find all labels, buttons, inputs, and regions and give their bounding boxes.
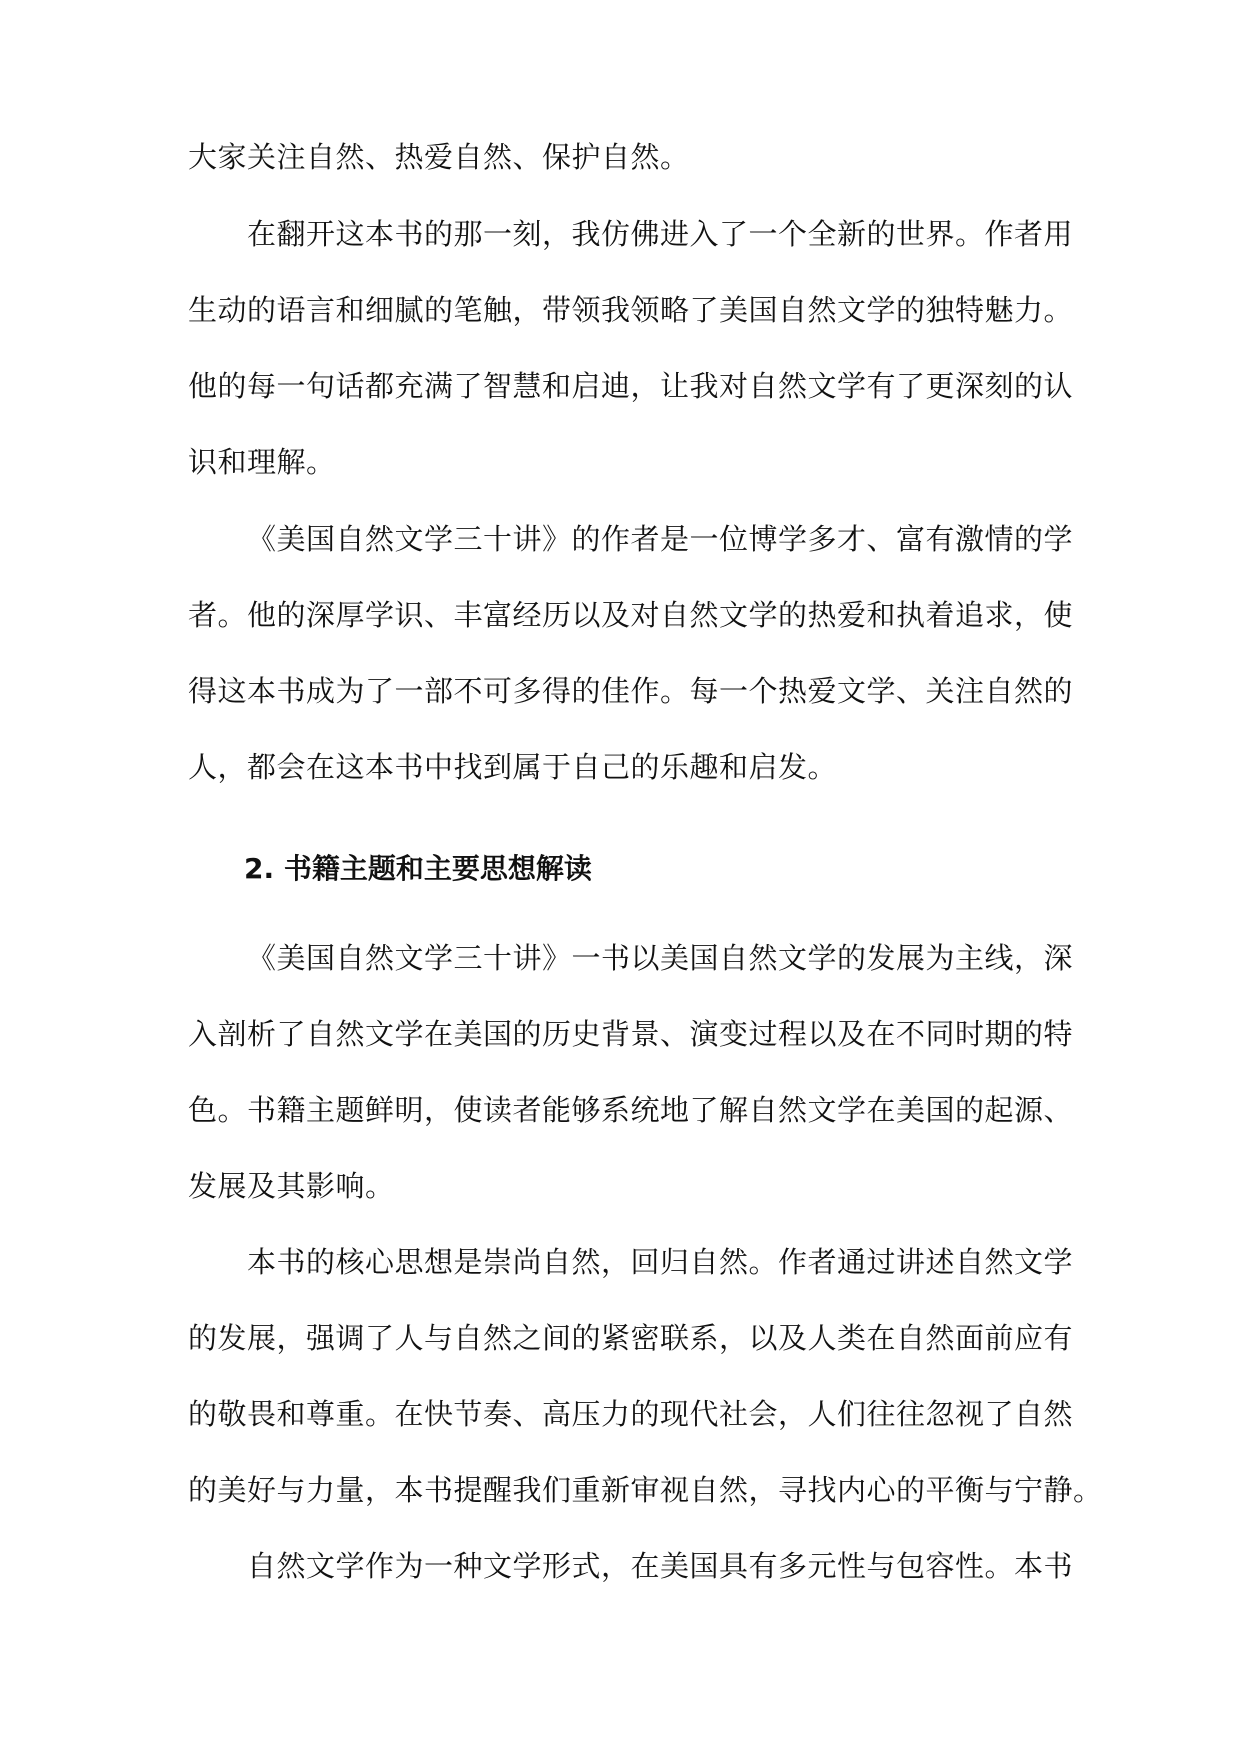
text-line: 在翻开这本书的那一刻，我仿佛进入了一个全新的世界。作者用 — [247, 217, 1074, 251]
text-line: 人，都会在这本书中找到属于自己的乐趣和启发。 — [188, 750, 838, 784]
text-line: 的美好与力量，本书提醒我们重新审视自然，寻找内心的平衡与宁静。 — [188, 1473, 1103, 1507]
text-line: 本书的核心思想是崇尚自然，回归自然。作者通过讲述自然文学 — [247, 1245, 1074, 1279]
text-line: 的发展，强调了人与自然之间的紧密联系，以及人类在自然面前应有 — [188, 1321, 1074, 1355]
text-line: 色。书籍主题鲜明，使读者能够系统地了解自然文学在美国的起源、 — [188, 1093, 1074, 1127]
text-line: 识和理解。 — [188, 445, 336, 479]
text-line: 生动的语言和细腻的笔触，带领我领略了美国自然文学的独特魅力。 — [188, 293, 1074, 327]
text-line: 得这本书成为了一部不可多得的佳作。每一个热爱文学、关注自然的 — [188, 674, 1074, 708]
text-line: 《美国自然文学三十讲》一书以美国自然文学的发展为主线，深 — [247, 941, 1074, 975]
text-line: 大家关注自然、热爱自然、保护自然。 — [188, 140, 690, 174]
text-line: 入剖析了自然文学在美国的历史背景、演变过程以及在不同时期的特 — [188, 1017, 1074, 1051]
text-line: 的敬畏和尊重。在快节奏、高压力的现代社会，人们往往忽视了自然 — [188, 1397, 1074, 1431]
section-heading: 2. 书籍主题和主要思想解读 — [244, 852, 592, 885]
text-line: 他的每一句话都充满了智慧和启迪，让我对自然文学有了更深刻的认 — [188, 369, 1074, 403]
text-line: 自然文学作为一种文学形式，在美国具有多元性与包容性。本书 — [247, 1549, 1074, 1583]
text-line: 发展及其影响。 — [188, 1169, 395, 1203]
text-line: 者。他的深厚学识、丰富经历以及对自然文学的热爱和执着追求，使 — [188, 598, 1074, 632]
text-line: 《美国自然文学三十讲》的作者是一位博学多才、富有激情的学 — [247, 522, 1074, 556]
